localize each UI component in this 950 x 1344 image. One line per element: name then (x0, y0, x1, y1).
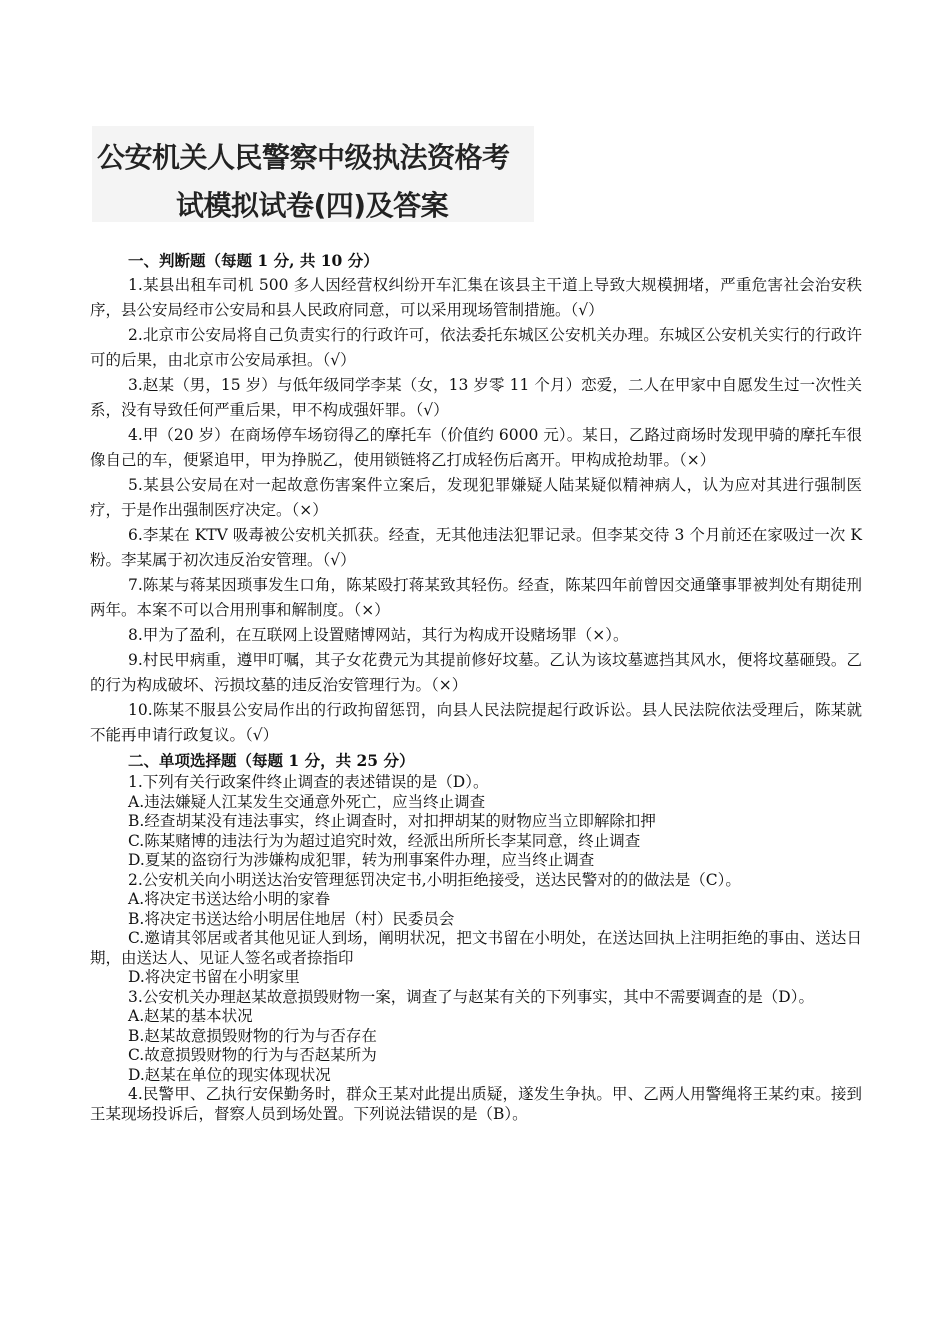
question-option: A.赵某的基本状况 (128, 1007, 253, 1025)
section2-heading: 二、单项选择题（每题 1 分，共 25 分） (128, 751, 415, 770)
question-option: A.将决定书送达给小明的家眷 (128, 890, 331, 908)
question-stem: 4.民警甲、乙执行安保勤务时，群众王某对此提出质疑，遂发生争执。甲、乙两人用警绳将王某约束。接到王某现场投诉后，督察人员到场处置。下列说法错误的是（B）。 (90, 1085, 862, 1123)
question-option: D.赵某在单位的现实体现状况 (128, 1065, 331, 1084)
judgment-item: 5.某县公安局在对一起故意伤害案件立案后，发现犯罪嫌疑人陆某疑似精神病人，认为应对其进行强制医疗，于是作出强制医疗决定。（×） (90, 476, 862, 519)
question-option: D.将决定书留在小明家里 (128, 968, 300, 986)
judgment-item: 3.赵某（男，15 岁）与低年级同学李某（女，13 岁零 11 个月）恋爱，二人在甲家中自愿发生过一次性关系，没有导致任何严重后果，甲不构成强奸罪。（√） (90, 376, 862, 419)
section1-heading: 一、判断题（每题 1 分, 共 10 分） (128, 251, 379, 270)
question-option: C.故意损毁财物的行为与否赵某所为 (128, 1046, 377, 1064)
question-option: B.经查胡某没有违法事实，终止调查时，对扣押胡某的财物应当立即解除扣押 (128, 812, 656, 830)
question-option: C.邀请其邻居或者其他见证人到场，阐明状况，把文书留在小明处，在送达回执上注明拒绝的事由、送达日期，由送达人、见证人签名或者捺指印 (90, 929, 862, 967)
document-title-line1: 公安机关人民警察中级执法资格考 (97, 141, 510, 174)
question-option: C.陈某赌博的违法行为为超过追究时效，经派出所所长李某同意，终止调查 (128, 831, 641, 850)
judgment-item: 1.某县出租车司机 500 多人因经营权纠纷开车汇集在该县主干道上导致大规模拥堵，严重危害社会治安秩序，县公安局经市公安局和县人民政府同意，可以采用现场管制措施。（√） (90, 276, 862, 319)
question-option: D.夏某的盗窃行为涉嫌构成犯罪，转为刑事案件办理，应当终止调查 (128, 851, 595, 869)
question-stem: 1.下列有关行政案件终止调查的表述错误的是（D）。 (128, 773, 489, 791)
judgment-item: 10.陈某不服县公安局作出的行政拘留惩罚，向县人民法院提起行政诉讼。县人民法院依法受理后，陈某就不能再申请行政复议。（√） (90, 701, 862, 744)
question-option: B.赵某故意损毁财物的行为与否存在 (128, 1026, 377, 1045)
judgment-item: 8.甲为了盈利，在互联网上设置赌博网站，其行为构成开设赌场罪（×）。 (128, 626, 629, 644)
judgment-item: 6.李某在 KTV 吸毒被公安机关抓获。经查，无其他违法犯罪记录。但李某交待 3 个月前还在家吸过一次 K 粉。李某属于初次违反治安管理。（√） (90, 526, 862, 569)
question-option: B.将决定书送达给小明居住地居（村）民委员会 (128, 909, 455, 928)
document-body (90, 248, 862, 1124)
judgment-item: 7.陈某与蒋某因琐事发生口角，陈某殴打蒋某致其轻伤。经查，陈某四年前曾因交通肇事罪被判处有期徒刑两年。本案不可以合用刑事和解制度。（×） (90, 576, 862, 619)
document-title-line2: 试模拟试卷(四)及答案 (176, 189, 449, 222)
question-stem: 3.公安机关办理赵某故意损毁财物一案，调查了与赵某有关的下列事实，其中不需要调查的是（D）。 (128, 987, 814, 1006)
question-stem: 2.公安机关向小明送达治安管理惩罚决定书,小明拒绝接受，送达民警对的的做法是（C）。 (128, 870, 741, 889)
question-option: A.违法嫌疑人江某发生交通意外死亡，应当终止调查 (128, 792, 486, 811)
judgment-item: 9.村民甲病重，遵甲叮嘱，其子女花费元为其提前修好坟墓。乙认为该坟墓遮挡其风水，便将坟墓砸毁。乙的行为构成破坏、污损坟墓的违反治安管理行为。（×） (90, 651, 862, 694)
judgment-item: 4.甲（20 岁）在商场停车场窃得乙的摩托车（价值约 6000 元）。某日，乙路过商场时发现甲骑的摩托车很像自己的车，便紧追甲，甲为挣脱乙，使用锁链将乙打成轻伤后离开。甲构成抢劫罪。（×） (90, 426, 862, 469)
judgment-item: 2.北京市公安局将自己负责实行的行政许可，依法委托东城区公安机关办理。东城区公安机关实行的行政许可的后果，由北京市公安局承担。（√） (90, 326, 862, 369)
